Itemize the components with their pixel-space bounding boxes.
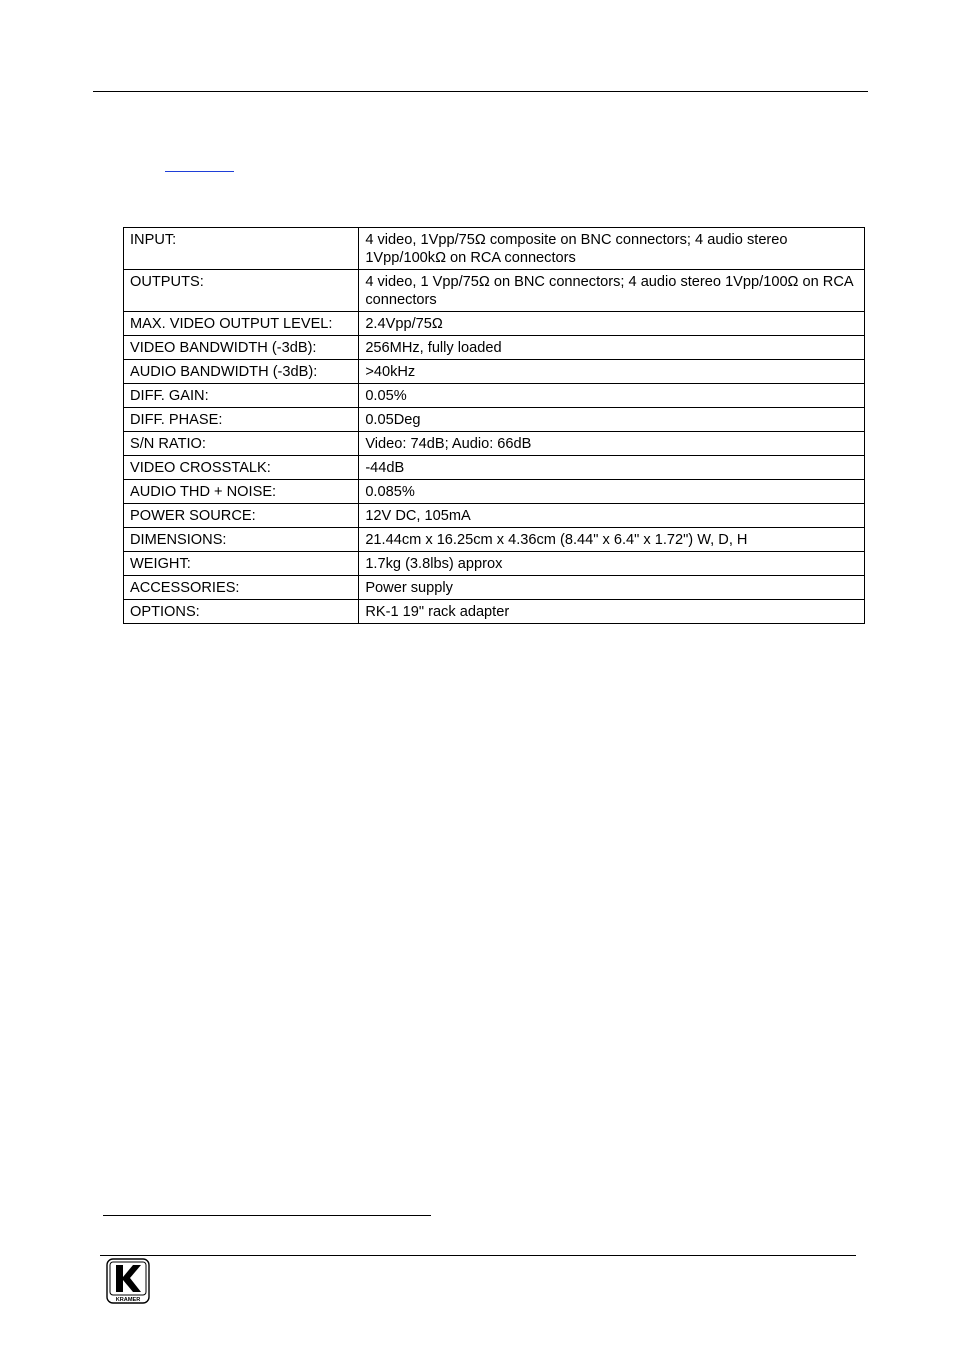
table-row xyxy=(124,228,865,270)
spec-label: AUDIO THD + NOISE: xyxy=(124,480,359,504)
spec-label: ACCESSORIES: xyxy=(124,576,359,600)
spec-value: 256MHz, fully loaded xyxy=(359,336,865,360)
table-row xyxy=(124,270,865,312)
spec-value: 21.44cm x 16.25cm x 4.36cm (8.44" x 6.4" x 1.72") W, D, H xyxy=(359,528,865,552)
table-row xyxy=(124,456,865,480)
logo-wordmark: KRAMER xyxy=(115,1297,141,1303)
hyperlink-underline[interactable] xyxy=(165,171,234,172)
table-row xyxy=(124,576,865,600)
spec-label: MAX. VIDEO OUTPUT LEVEL: xyxy=(124,312,359,336)
spec-label: AUDIO BANDWIDTH (-3dB): xyxy=(124,360,359,384)
header-rule xyxy=(93,91,868,92)
specifications-table xyxy=(123,227,865,624)
spec-label: POWER SOURCE: xyxy=(124,504,359,528)
table-row xyxy=(124,480,865,504)
spec-label: DIFF. PHASE: xyxy=(124,408,359,432)
footnote-separator xyxy=(103,1215,431,1216)
spec-value: 1.7kg (3.8lbs) approx xyxy=(359,552,865,576)
footer-rule xyxy=(100,1255,856,1256)
spec-label: VIDEO BANDWIDTH (-3dB): xyxy=(124,336,359,360)
spec-label: DIFF. GAIN: xyxy=(124,384,359,408)
spec-label: OUTPUTS: xyxy=(124,270,359,312)
table-row xyxy=(124,528,865,552)
table-row xyxy=(124,360,865,384)
table-row xyxy=(124,432,865,456)
table-row xyxy=(124,600,865,624)
table-row xyxy=(124,336,865,360)
spec-label: S/N RATIO: xyxy=(124,432,359,456)
table-row xyxy=(124,504,865,528)
spec-label: INPUT: xyxy=(124,228,359,270)
table-row xyxy=(124,408,865,432)
table-row xyxy=(124,384,865,408)
spec-value: Video: 74dB; Audio: 66dB xyxy=(359,432,865,456)
spec-label: VIDEO CROSSTALK: xyxy=(124,456,359,480)
spec-value: >40kHz xyxy=(359,360,865,384)
spec-label: DIMENSIONS: xyxy=(124,528,359,552)
spec-value: 12V DC, 105mA xyxy=(359,504,865,528)
table-row xyxy=(124,552,865,576)
spec-value: 4 video, 1Vpp/75Ω composite on BNC connectors; 4 audio stereo 1Vpp/100kΩ on RCA connectors xyxy=(359,228,865,270)
spec-value: 0.05Deg xyxy=(359,408,865,432)
spec-value: RK-1 19" rack adapter xyxy=(359,600,865,624)
spec-value: 2.4Vpp/75Ω xyxy=(359,312,865,336)
spec-value: 4 video, 1 Vpp/75Ω on BNC connectors; 4 audio stereo 1Vpp/100Ω on RCA connectors xyxy=(359,270,865,312)
kramer-k-logo-icon xyxy=(106,1258,150,1304)
spec-value: Power supply xyxy=(359,576,865,600)
spec-label: WEIGHT: xyxy=(124,552,359,576)
spec-value: -44dB xyxy=(359,456,865,480)
spec-value: 0.05% xyxy=(359,384,865,408)
spec-value: 0.085% xyxy=(359,480,865,504)
table-row xyxy=(124,312,865,336)
spec-label: OPTIONS: xyxy=(124,600,359,624)
